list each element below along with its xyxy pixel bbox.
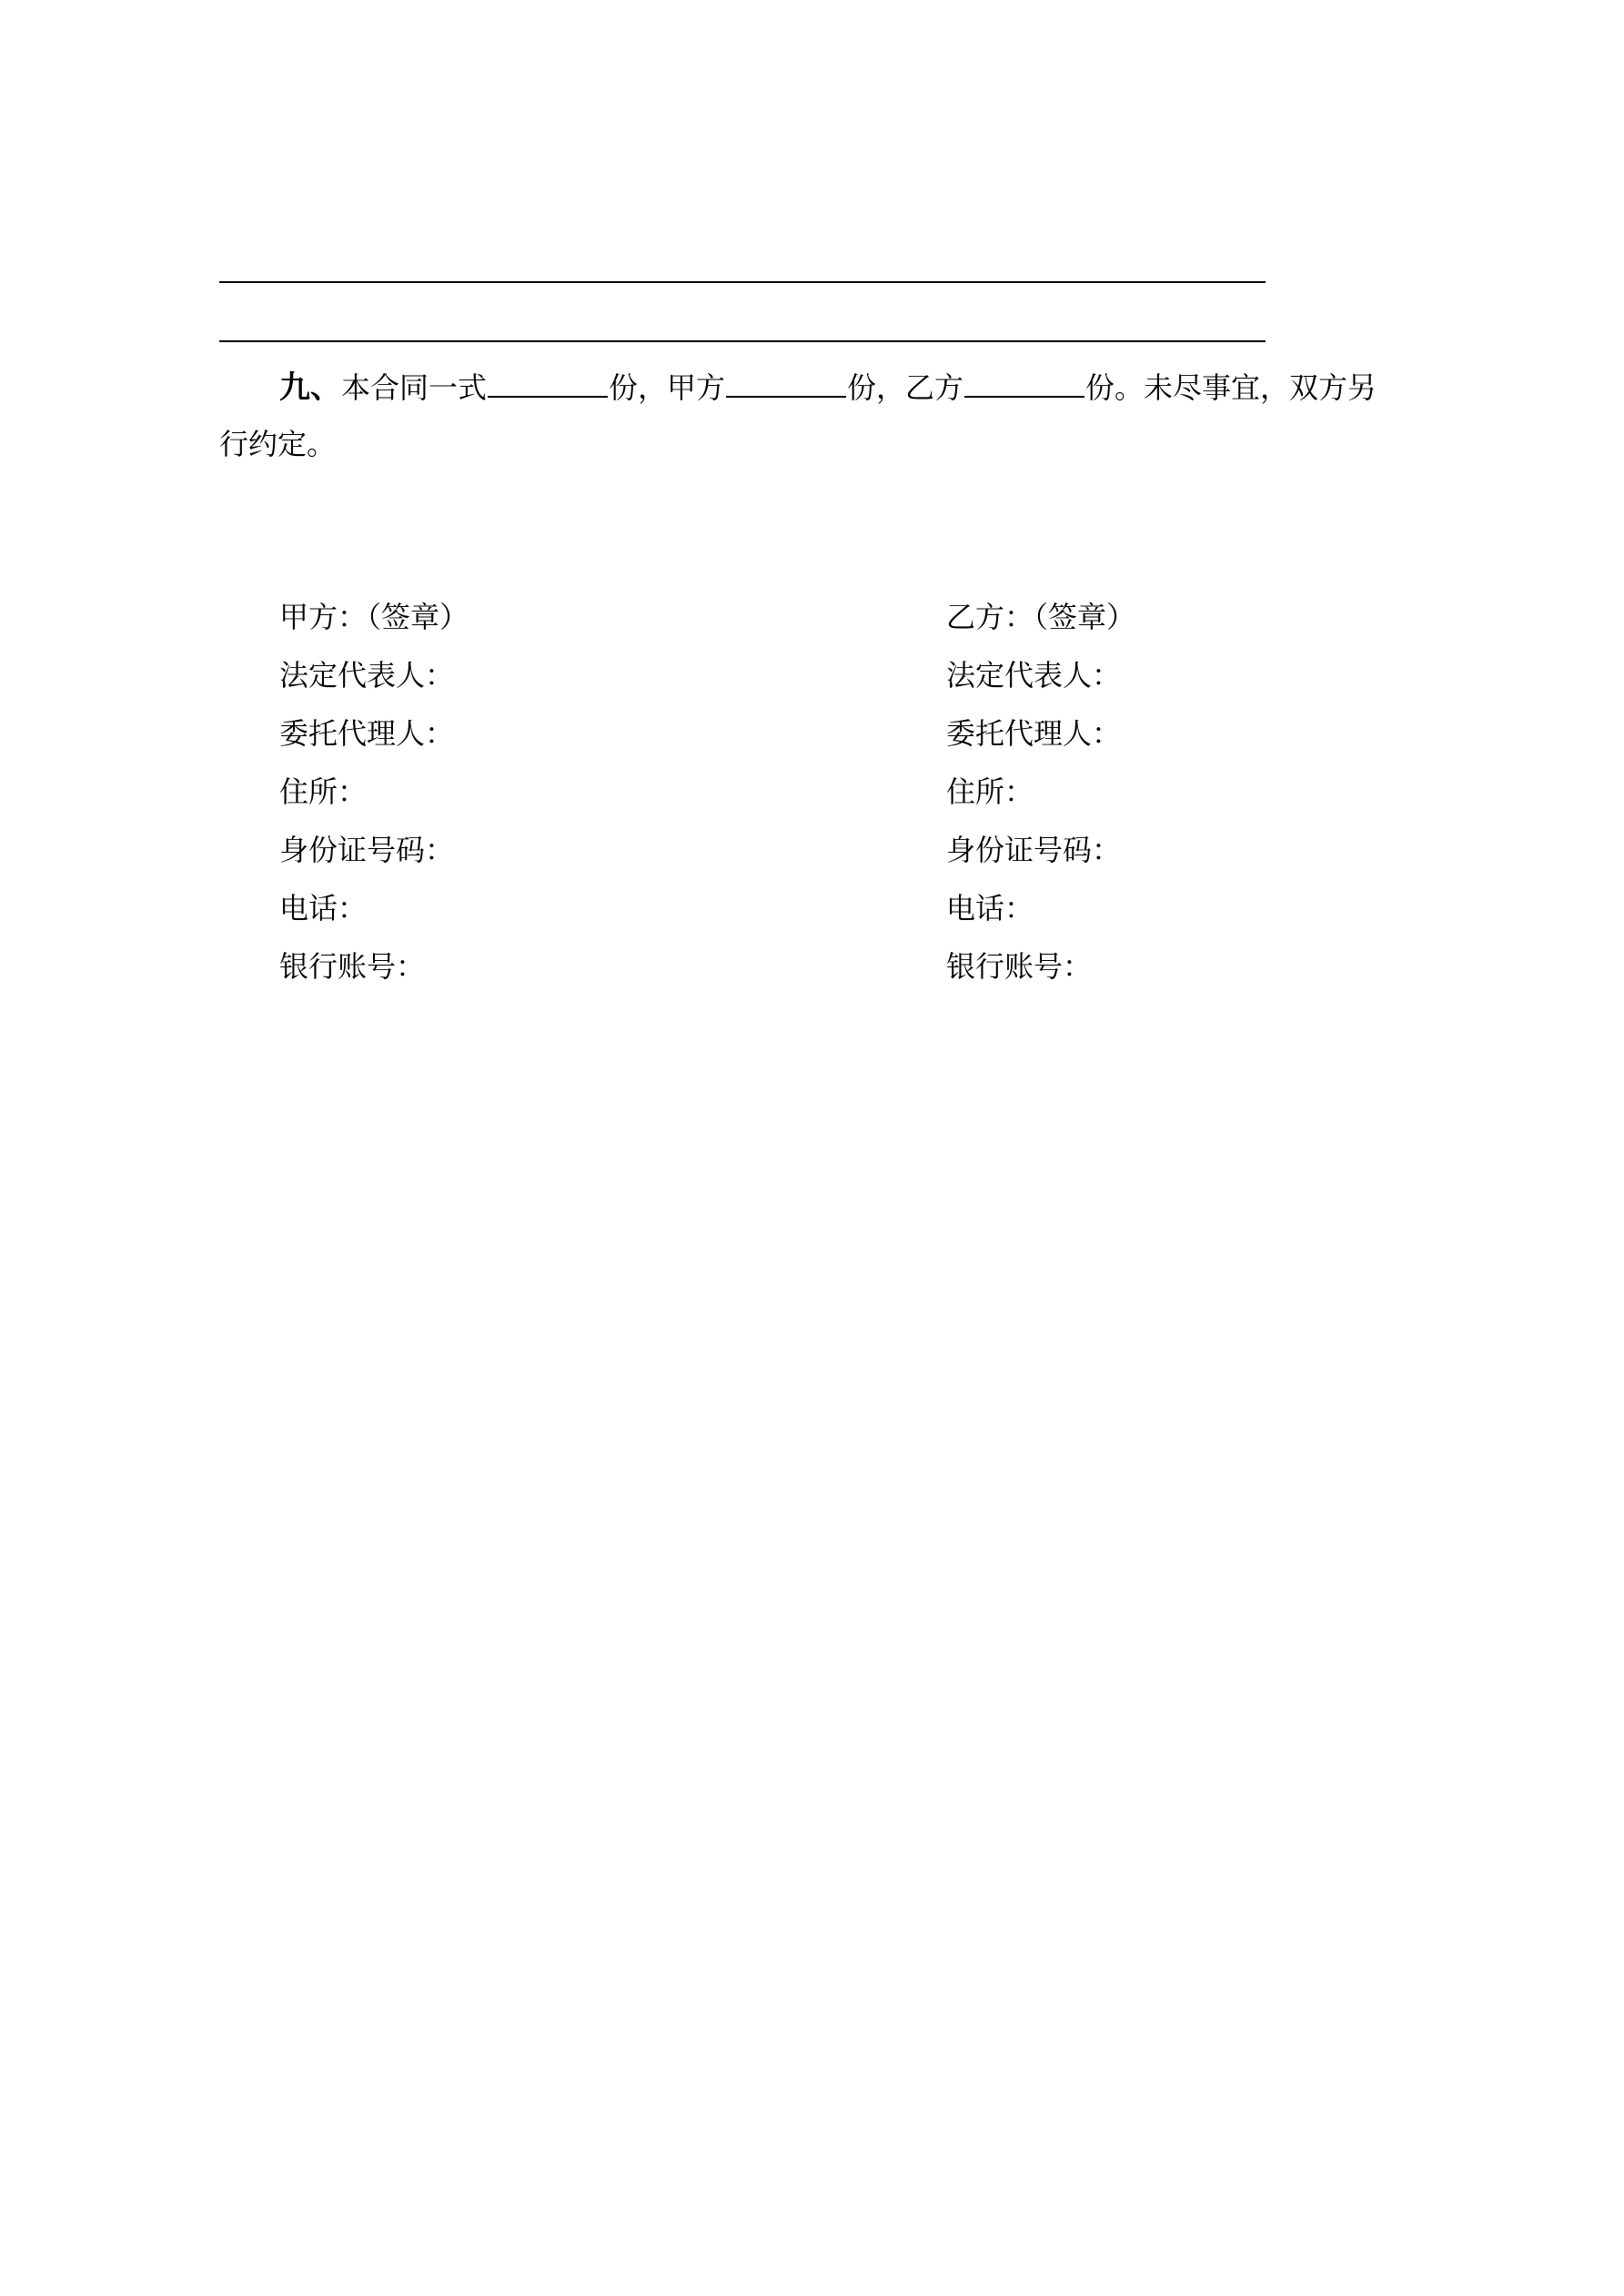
party-a-address-label: 住所：: [279, 774, 368, 809]
party-b-legal-representative-label: 法定代表人：: [946, 658, 1122, 693]
party-a-id-number-label: 身份证号码：: [279, 833, 455, 867]
party-a-phone-label: 电话：: [279, 891, 368, 925]
copies-total-blank[interactable]: [488, 369, 608, 398]
clause-number: 九、: [279, 369, 341, 406]
party-a-legal-representative-label: 法定代表人：: [279, 658, 455, 693]
clause-text: 份。未尽事宜，双方另: [1085, 370, 1377, 405]
party-a-bank-account-label: 银行账号：: [279, 949, 426, 984]
party-a-seal-label: 甲方：（签章）: [279, 600, 469, 634]
party-b-agent-label: 委托代理人：: [946, 716, 1122, 751]
fill-in-line[interactable]: [219, 281, 1266, 283]
clause-text: 份，乙方: [847, 370, 964, 405]
party-b-signature-block: [946, 588, 1135, 996]
party-a-signature-block: [279, 588, 469, 996]
party-b-seal-label: 乙方：（签章）: [946, 600, 1136, 634]
clause-text: 行约定。: [219, 427, 337, 461]
party-a-agent-label: 委托代理人：: [279, 716, 455, 751]
copies-party-a-blank[interactable]: [726, 369, 846, 398]
fill-in-line[interactable]: [219, 340, 1266, 342]
party-b-phone-label: 电话：: [946, 891, 1034, 925]
clause-text: 本合同一式: [341, 370, 488, 405]
clause-text: 份，甲方: [609, 370, 726, 405]
party-b-address-label: 住所：: [946, 774, 1034, 809]
copies-party-b-blank[interactable]: [964, 369, 1084, 398]
clause-nine-line-1: [219, 359, 1429, 416]
clause-nine-paragraph: [219, 359, 1429, 472]
party-b-id-number-label: 身份证号码：: [946, 833, 1122, 867]
party-b-bank-account-label: 银行账号：: [946, 949, 1093, 984]
